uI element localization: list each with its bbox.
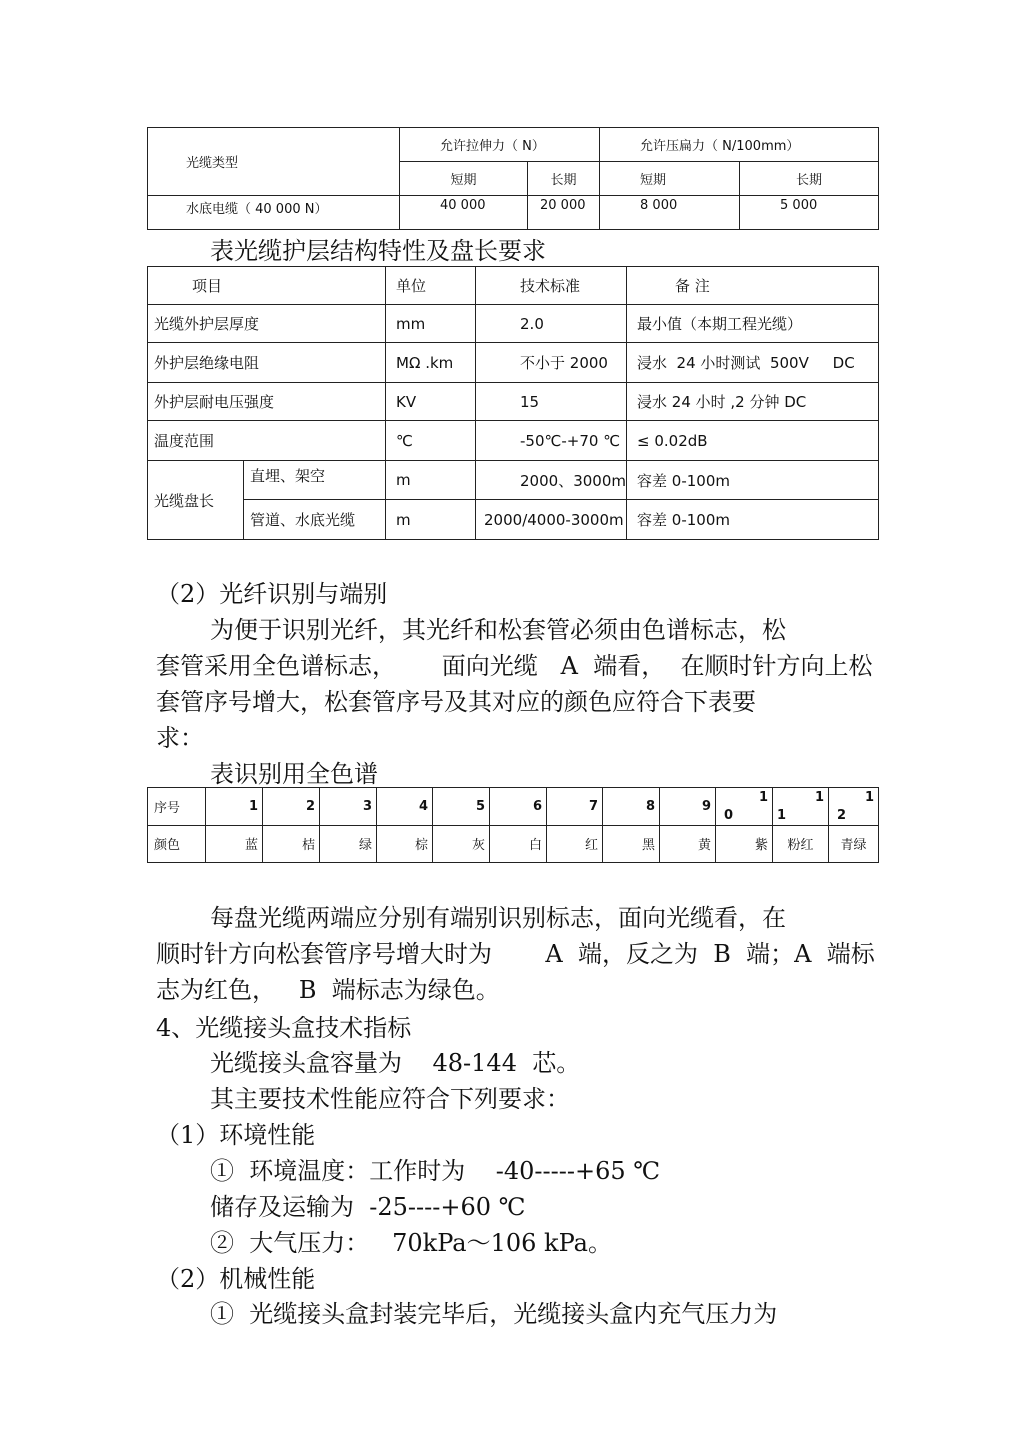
color-cell — [716, 825, 773, 863]
row-note-text: 浸水 24 小时 ,2 分钟 DC — [637, 393, 807, 411]
seq-number-text: 3 — [362, 798, 372, 814]
color-cell — [829, 825, 879, 863]
splice-capacity: 光缆接头盒容量为 48-144 芯。 — [210, 1049, 581, 1077]
color-cell-text: 粉红 — [787, 838, 814, 854]
color-cell — [660, 825, 716, 863]
row-note — [627, 383, 879, 421]
seq-number — [263, 788, 320, 826]
color-cell — [433, 825, 490, 863]
seq-number-10 — [716, 788, 773, 826]
para1-line4: 求： — [156, 724, 204, 752]
seq-number-text: 8 — [645, 798, 655, 814]
row-item-text: 温度范围 — [154, 432, 215, 450]
cable-type-cell — [148, 196, 400, 230]
cable-type-value: 水底电缆（ 40 000 N） — [186, 202, 328, 217]
cable-type-header-text: 光缆类型 — [186, 156, 239, 171]
row-item-text: 外护层绝缘电阻 — [154, 354, 260, 372]
reel-sub-text: 管道、水底光缆 — [250, 511, 356, 529]
seq-number-text: 2 — [305, 798, 315, 814]
row-unit-text: ℃ — [396, 431, 413, 450]
row-item — [148, 421, 386, 461]
cable-type-header — [148, 128, 400, 196]
reel-length-label — [148, 461, 244, 540]
seq-number-11-bottom: 1 — [777, 807, 787, 823]
color-cell — [320, 825, 377, 863]
seq-number — [660, 788, 716, 826]
seq-number-12-top: 1 — [864, 790, 874, 805]
color-cell-text: 棕 — [414, 838, 428, 854]
seq-number-12 — [829, 788, 879, 826]
row-item-text: 外护层耐电压强度 — [154, 393, 275, 411]
color-cell-text: 黑 — [641, 838, 655, 854]
splice-requirements-intro: 其主要技术性能应符合下列要求： — [210, 1085, 570, 1113]
row-unit-text: mm — [396, 314, 426, 333]
seq-label — [148, 788, 206, 826]
seq-number — [547, 788, 603, 826]
color-cell-text: 桔 — [301, 838, 315, 854]
row-unit-text: MΩ .km — [396, 353, 454, 372]
color-cell-text: 青绿 — [840, 838, 867, 854]
row-item-text: 光缆外护层厚度 — [154, 315, 260, 333]
crush-header — [600, 128, 879, 162]
row-note-text: 浸水 24 小时测试 500V DC — [637, 354, 855, 372]
color-cell-text: 绿 — [358, 838, 372, 854]
reel-standard — [476, 500, 627, 540]
seq-number-text: 4 — [418, 798, 428, 814]
color-label-text: 颜色 — [154, 838, 181, 854]
header-unit-text: 单位 — [396, 277, 427, 295]
tensile-long-cell — [528, 196, 600, 230]
long-term-label: 长期 — [550, 173, 577, 188]
row-note-text: 最小值（本期工程光缆） — [637, 315, 803, 333]
tensile-header — [400, 128, 600, 162]
section-fiber-id-title: （2）光纤识别与端别 — [156, 580, 388, 608]
tensile-short-cell — [400, 196, 528, 230]
seq-number — [490, 788, 547, 826]
seq-number-text: 5 — [475, 798, 485, 814]
crush-short-value: 8 000 — [640, 198, 678, 213]
color-cell-text: 白 — [528, 838, 542, 854]
color-cell — [603, 825, 660, 863]
seq-number — [320, 788, 377, 826]
color-cell-text: 黄 — [697, 838, 711, 854]
reel-unit-text: m — [396, 510, 411, 529]
row-unit — [386, 343, 476, 383]
color-cell — [206, 825, 263, 863]
seq-number-10-top: 1 — [758, 790, 768, 805]
crush-short-cell — [600, 196, 740, 230]
seq-number-12-bottom: 2 — [837, 807, 847, 823]
row-note-text: ≤ 0.02dB — [637, 431, 708, 450]
seq-number — [603, 788, 660, 826]
row-unit — [386, 305, 476, 343]
row-standard-text: 2.0 — [520, 314, 544, 333]
row-item — [148, 383, 386, 421]
row-standard — [476, 343, 627, 383]
header-unit — [386, 267, 476, 305]
table2-caption: 表光缆护层结构特性及盘长要求 — [210, 237, 546, 265]
reel-note-text: 容差 0-100m — [637, 471, 730, 490]
reel-sub — [244, 500, 386, 540]
tensile-header-text: 允许拉伸力（ N） — [440, 139, 545, 154]
mech-performance-title: （2）机械性能 — [156, 1265, 316, 1293]
seq-number — [206, 788, 263, 826]
seq-label-text: 序号 — [154, 800, 181, 816]
crush-long-value: 5 000 — [780, 198, 818, 213]
row-unit — [386, 421, 476, 461]
para2-line3: 志为红色， B 端标志为绿色。 — [156, 976, 500, 1004]
color-label — [148, 825, 206, 863]
para1-line1: 为便于识别光纤，其光纤和松套管必须由色谱标志，松 — [210, 616, 786, 644]
header-standard — [476, 267, 627, 305]
atmospheric-pressure: ② 大气压力： 70kPa～106 kPa。 — [210, 1229, 612, 1257]
tensile-short-value: 40 000 — [440, 198, 486, 213]
tensile-long-value: 20 000 — [540, 198, 586, 213]
long-term-label: 长期 — [796, 173, 823, 188]
seq-number-text: 1 — [248, 798, 258, 814]
color-cell — [263, 825, 320, 863]
header-item-text: 项目 — [192, 277, 223, 295]
color-cell-text: 红 — [584, 838, 598, 854]
short-term-label: 短期 — [640, 173, 667, 188]
reel-length-label-text: 光缆盘长 — [154, 491, 215, 510]
seq-number-text: 9 — [701, 798, 711, 814]
reel-note — [627, 500, 879, 540]
seq-number-11 — [773, 788, 829, 826]
row-standard-text: 不小于 2000 — [520, 354, 608, 372]
row-standard — [476, 383, 627, 421]
color-cell-text: 紫 — [754, 838, 768, 854]
row-note — [627, 305, 879, 343]
section-splice-box-title: 4、光缆接头盒技术指标 — [156, 1014, 412, 1042]
storage-temperature: 储存及运输为 -25----+60 ℃ — [210, 1193, 526, 1221]
tensile-crush-table — [147, 127, 879, 230]
reel-note — [627, 461, 879, 500]
para2-line1: 每盘光缆两端应分别有端别识别标志，面向光缆看，在 — [210, 904, 786, 932]
reel-note-text: 容差 0-100m — [637, 511, 730, 529]
para2-line2: 顺时针方向松套管序号增大时为 A 端，反之为 B 端；A 端标 — [156, 940, 875, 968]
crush-header-text: 允许压扁力（ N/100mm） — [640, 139, 800, 154]
reel-sub-text: 直埋、架空 — [250, 467, 326, 485]
reel-standard — [476, 461, 627, 500]
mech-performance-item1: ① 光缆接头盒封装完毕后，光缆接头盒内充气压力为 — [210, 1300, 778, 1328]
short-term-label: 短期 — [450, 173, 477, 188]
header-note-text: 备 注 — [675, 277, 710, 295]
header-note — [627, 267, 879, 305]
row-item — [148, 343, 386, 383]
color-cell — [377, 825, 433, 863]
color-cell — [773, 825, 829, 863]
row-item — [148, 305, 386, 343]
row-note — [627, 343, 879, 383]
seq-number — [377, 788, 433, 826]
tensile-short-header — [400, 162, 528, 196]
row-unit — [386, 383, 476, 421]
reel-standard-text: 2000、3000m — [520, 471, 626, 490]
header-standard-text: 技术标准 — [520, 277, 581, 295]
color-cell — [490, 825, 547, 863]
reel-sub — [244, 461, 386, 500]
table3-caption: 表识别用全色谱 — [210, 760, 378, 788]
tensile-long-header — [528, 162, 600, 196]
header-item — [148, 267, 386, 305]
reel-unit — [386, 500, 476, 540]
sheath-spec-table — [147, 266, 879, 540]
seq-number-text: 6 — [532, 798, 542, 814]
row-note — [627, 421, 879, 461]
color-spectrum-table — [147, 787, 879, 863]
para1-line3: 套管序号增大，松套管序号及其对应的颜色应符合下表要 — [156, 688, 756, 716]
reel-unit — [386, 461, 476, 500]
row-standard — [476, 305, 627, 343]
row-unit-text: KV — [396, 392, 417, 411]
row-standard-text: 15 — [520, 392, 540, 411]
color-cell-text: 灰 — [471, 838, 485, 854]
para1-line2: 套管采用全色谱标志， 面向光缆 A 端看， 在顺时针方向上松 — [156, 652, 873, 680]
seq-number-text: 7 — [588, 798, 598, 814]
reel-unit-text: m — [396, 471, 411, 489]
seq-number — [433, 788, 490, 826]
row-standard — [476, 421, 627, 461]
crush-long-cell — [740, 196, 879, 230]
color-cell — [547, 825, 603, 863]
color-cell-text: 蓝 — [244, 838, 258, 854]
env-temperature: ① 环境温度：工作时为 -40-----+65 ℃ — [210, 1157, 661, 1185]
seq-number-10-bottom: 0 — [724, 807, 734, 823]
row-standard-text: -50℃-+70 ℃ — [520, 431, 621, 450]
crush-short-header — [600, 162, 740, 196]
seq-number-11-top: 1 — [814, 790, 824, 805]
env-performance-title: （1）环境性能 — [156, 1121, 316, 1149]
reel-standard-text: 2000/4000-3000m — [484, 510, 624, 529]
crush-long-header — [740, 162, 879, 196]
